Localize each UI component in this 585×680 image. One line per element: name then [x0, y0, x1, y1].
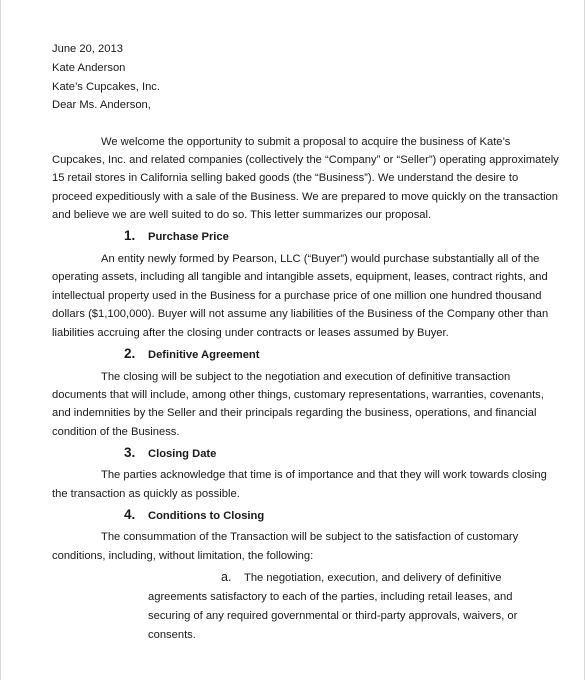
intro-line: and believe we are well suited to do so. This letter summarizes our proposal. [52, 209, 432, 221]
section-line: The parties acknowledge that time is of importance and that they will work towards closing [101, 469, 547, 481]
section-line: the transaction as quickly as possible. [52, 488, 240, 500]
section-title: Purchase Price [148, 231, 229, 243]
section-title: Conditions to Closing [148, 510, 265, 522]
section-line: documents that will include, among other things, customary representations, warranties, covenants, [52, 389, 544, 401]
intro-line: We welcome the opportunity to submit a proposal to acquire the business of Kate’s [101, 136, 511, 148]
subitem-line: agreements satisfactory to each of the parties, including retail leases, and [148, 591, 513, 603]
section-number: 3. [124, 445, 136, 460]
section-line: An entity newly formed by Pearson, LLC (“Buyer”) would purchase substantially all of the [101, 253, 540, 265]
recipient-name: Kate Anderson [52, 62, 126, 74]
section-title: Closing Date [148, 448, 217, 460]
section-line: liabilities accruing after the closing under contracts or leases assumed by Buyer. [52, 327, 449, 339]
section-title: Definitive Agreement [148, 349, 260, 361]
subitem-line: The negotiation, execution, and delivery of definitive [244, 572, 502, 584]
section-line: and indemnities by the Seller and their principals regarding the business, operations, and financial [52, 407, 537, 419]
intro-line: proceed expeditiously with a sale of the Business. We are prepared to move quickly on the transaction [52, 191, 558, 203]
intro-line: Cupcakes, Inc. and related companies (collectively the “Company” or “Seller”) operating approximately [52, 154, 559, 166]
subitem-letter: a. [221, 570, 232, 584]
section-line: The closing will be subject to the negotiation and execution of definitive transaction [101, 371, 511, 383]
section-line: conditions, including, without limitation, the following: [52, 550, 314, 562]
intro-line: 15 retail stores in California selling baked goods (the “Business”). We understand the desire to [52, 172, 519, 184]
section-line: intellectual property used in the Business for a purchase price of one million one hundred thousand [52, 290, 542, 302]
letter-date: June 20, 2013 [52, 43, 123, 55]
section-number: 4. [124, 507, 136, 522]
subitem-line: consents. [148, 629, 196, 641]
section-line: condition of the Business. [52, 426, 180, 438]
subitem-line: securing of any required governmental or third-party approvals, waivers, or [148, 610, 518, 622]
recipient-company: Kate’s Cupcakes, Inc. [52, 81, 160, 93]
page-edge-left [0, 0, 1, 680]
section-number: 2. [124, 346, 136, 361]
section-number: 1. [124, 228, 136, 243]
salutation: Dear Ms. Anderson, [52, 99, 151, 111]
section-line: The consummation of the Transaction will be subject to the satisfaction of customary [101, 531, 519, 543]
section-line: dollars ($1,100,000). Buyer will not assume any liabilities of the Business of the Company other than [52, 308, 549, 320]
section-line: operating assets, including all tangible and intangible assets, equipment, leases, contract rights, and [52, 271, 548, 283]
